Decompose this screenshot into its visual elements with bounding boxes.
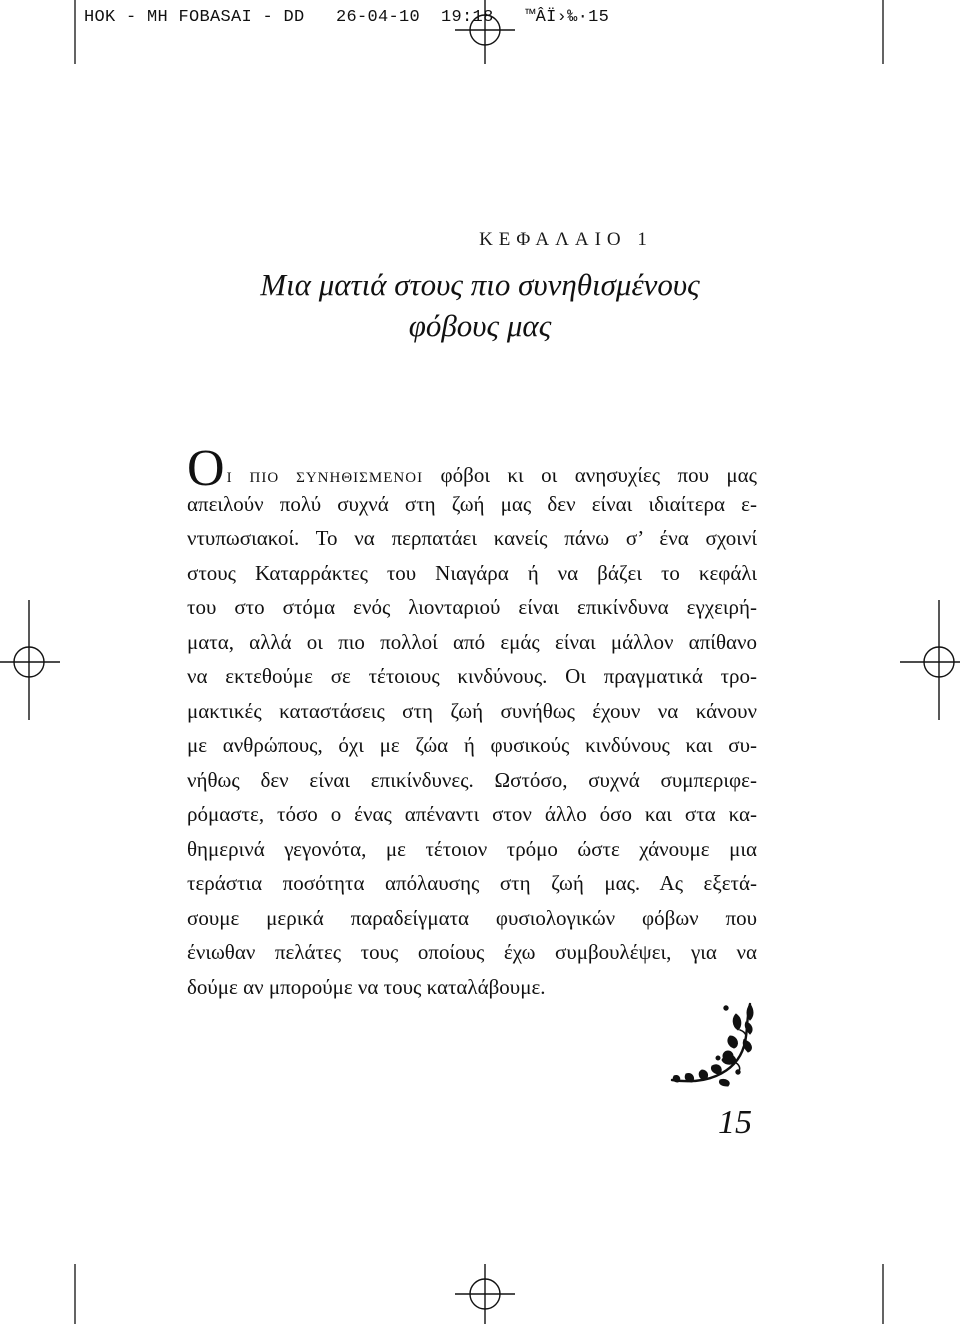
chapter-label: ΚΕΦΑΛΑΙΟ 1 xyxy=(479,229,653,250)
first-line-text: φόβοι κι οι ανησυχίες που μας xyxy=(440,463,758,487)
page-number: 15 xyxy=(718,1104,752,1141)
body-line: του στο στόμα ενός λιονταριού είναι επικίνδυνα εγχειρή- xyxy=(187,595,757,619)
body-line: μακτικές καταστάσεις στη ζωή συνήθως έχουν να κάνουν xyxy=(187,698,757,723)
body-line: απειλούν πολύ συχνά στη ζωή μας δεν είναι ιδιαίτερα ε- xyxy=(187,491,757,516)
body-line: ένιωθαν πελάτες τους οποίους έχω συμβουλέψει, για να xyxy=(187,940,757,964)
chapter-title-line-2: φόβους μας xyxy=(408,308,552,343)
body-line: θημερινά γεγονότα, με τέτοιον τρόμο ώστε χάνουμε μια xyxy=(187,836,757,861)
body-line: σουμε μερικά παραδείγματα φυσιολογικών φόβων που xyxy=(187,905,757,930)
registration-mark-bottom-icon xyxy=(455,1264,515,1324)
body-line: δούμε αν μπορούμε να τους καταλάβουμε. xyxy=(187,974,546,999)
floral-ornament-icon xyxy=(666,1000,758,1088)
registration-mark-left-icon xyxy=(0,600,60,720)
body-line xyxy=(187,440,758,497)
chapter-title-line-1: Μια ματιά στους πιο συνηθισμένους xyxy=(260,267,700,302)
registration-mark-top-icon xyxy=(455,0,515,64)
body-line: νήθως δεν είναι επικίνδυνες. Ωστόσο, συχνά συμπεριφε- xyxy=(187,767,757,792)
small-caps-lead: Ι ΠΙΟ ΣΥΝΗΘΙΣΜΕΝΟΙ xyxy=(226,470,424,486)
body-line: στους Καταρράκτες του Νιαγάρα ή να βάζει το κεφάλι xyxy=(187,560,757,585)
body-paragraph xyxy=(187,440,758,1004)
registration-mark-right-icon xyxy=(900,600,960,720)
body-line: ρόμαστε, τόσο ο ένας απέναντι στον άλλο όσο και στα κα- xyxy=(187,802,757,826)
print-slug-line: HOK - MH FOBASAI - DD 26-04-10 19:18 ™ÂÏ›‰·15 xyxy=(84,8,610,27)
body-line: τεράστια ποσότητα απόλαυσης στη ζωή μας. Ας εξετά- xyxy=(187,871,757,895)
body-line: με ανθρώπους, όχι με ζώα ή φυσικούς κινδύνους και συ- xyxy=(187,733,757,757)
body-line: ματα, αλλά οι πιο πολλοί από εμάς είναι μάλλον απίθανο xyxy=(187,629,757,654)
drop-cap: Ο xyxy=(187,440,225,497)
body-line: ντυπωσιακοί. Το να περπατάει κανείς πάνω σ’ ένα σχοινί xyxy=(187,526,757,550)
body-line: να εκτεθούμε σε τέτοιους κινδύνους. Οι πραγματικά τρο- xyxy=(187,664,757,688)
